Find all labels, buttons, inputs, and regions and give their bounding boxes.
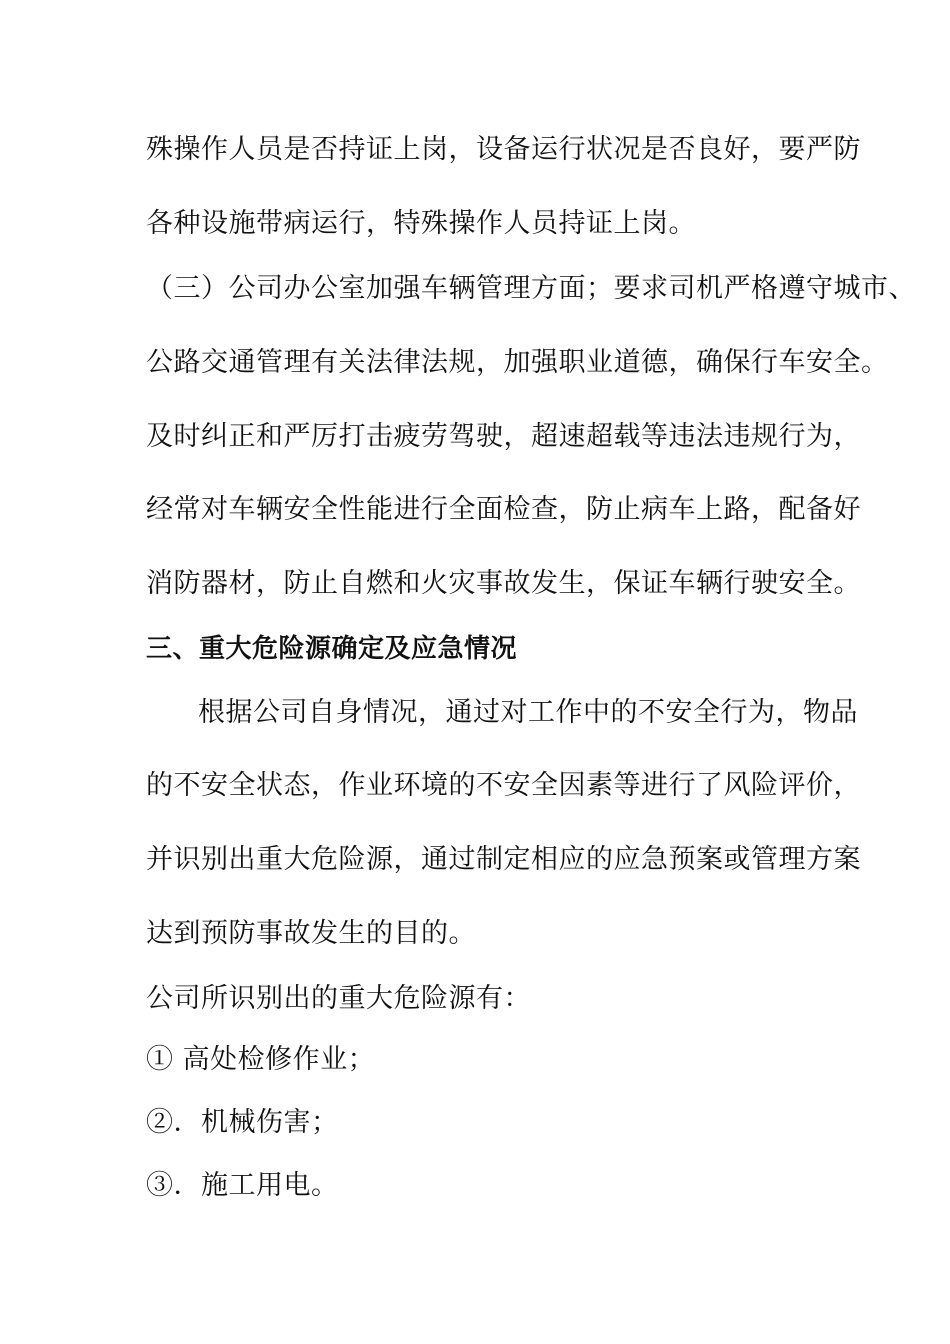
list-item: ① 高处检修作业； [146, 1044, 376, 1075]
list-item: ②．机械伤害； [146, 1107, 339, 1138]
text-line-11: 达到预防事故发生的目的。 [146, 918, 476, 949]
list-item: ③．施工用电。 [146, 1170, 339, 1201]
list-intro: 公司所识别出的重大危险源有： [146, 983, 531, 1014]
text-line-3: （三）公司办公室加强车辆管理方面；要求司机严格遵守城市、 [146, 273, 916, 304]
text-line-5: 及时纠正和严厉打击疲劳驾驶，超速超载等违法违规行为， [146, 421, 861, 452]
text-line-1: 殊操作人员是否持证上岗，设备运行状况是否良好，要严防 [146, 134, 861, 165]
text-line-4: 公路交通管理有关法律法规，加强职业道德，确保行车安全。 [146, 347, 889, 378]
text-line-9: 的不安全状态，作业环境的不安全因素等进行了风险评价， [146, 770, 861, 801]
text-line-8: 根据公司自身情况，通过对工作中的不安全行为，物品 [198, 697, 858, 728]
text-line-6: 经常对车辆安全性能进行全面检查，防止病车上路，配备好 [146, 494, 861, 525]
text-line-7: 消防器材，防止自燃和火灾事故发生，保证车辆行驶安全。 [146, 568, 861, 599]
section-heading: 三、重大危险源确定及应急情况 [146, 634, 518, 664]
text-line-2: 各种设施带病运行，特殊操作人员持证上岗。 [146, 208, 696, 239]
text-line-10: 并识别出重大危险源，通过制定相应的应急预案或管理方案 [146, 844, 861, 875]
